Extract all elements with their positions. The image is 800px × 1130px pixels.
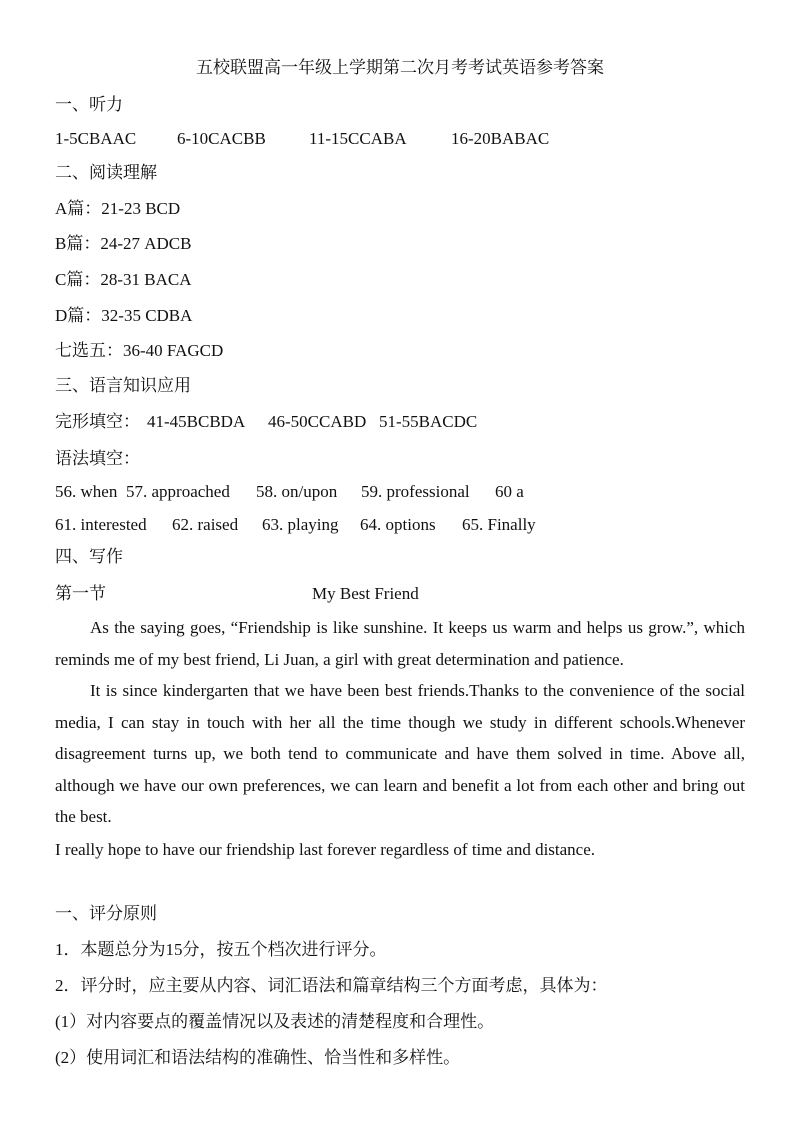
essay-paragraph: It is since kindergarten that we have been best friends.Thanks to the convenience of the social media, I can stay in touch with her all the time though we study in different schools.Whenever disagreement turns up, we both tend to communicate and have them solved in time. Above all, although we have our own preferences, we can learn and benefit a lot from each other and bring out the best. (55, 681, 745, 826)
essay-title: My Best Friend (312, 584, 419, 603)
grammar-answer: 61. interested (55, 515, 147, 534)
grammar-answer: 57. approached (126, 482, 230, 501)
grammar-label: 语法填空： (55, 449, 140, 468)
reading-item: 七选五：36-40 FAGCD (55, 341, 224, 360)
essay-paragraph: I really hope to have our friendship last forever regardless of time and distance. (55, 840, 596, 859)
grammar-answer: 62. raised (172, 515, 239, 534)
language-heading: 三、语言知识应用 (55, 376, 191, 395)
cloze-label: 完形填空： (55, 412, 140, 431)
listening-heading: 一、听力 (55, 95, 123, 114)
reading-heading: 二、阅读理解 (55, 163, 157, 182)
listening-answer-group: 1-5CBAAC (55, 129, 137, 148)
grammar-answer: 63. playing (262, 515, 339, 534)
grammar-answers-row (55, 481, 524, 503)
reading-item: B篇：24-27 ADCB (55, 234, 192, 253)
grammar-answer: 56. when (55, 482, 118, 501)
grading-item: 2．评分时，应主要从内容、词汇语法和篇章结构三个方面考虑，具体为： (55, 976, 608, 995)
grading-item: (2）使用词汇和语法结构的准确性、恰当性和多样性。 (55, 1048, 461, 1067)
grammar-answer: 58. on/upon (256, 482, 338, 501)
reading-item: C篇：28-31 BACA (55, 270, 192, 289)
listening-answer-group: 11-15CCABA (309, 129, 407, 148)
grading-heading: 一、评分原则 (55, 904, 157, 923)
grading-item: 1．本题总分为15分，按五个档次进行评分。 (55, 940, 387, 959)
grading-item: (1）对内容要点的覆盖情况以及表述的清楚程度和合理性。 (55, 1012, 495, 1031)
listening-answer-group: 6-10CACBB (177, 129, 266, 148)
grammar-answer: 65. Finally (462, 515, 536, 534)
listening-answer-group: 16-20BABAC (451, 129, 550, 148)
listening-answers (55, 128, 549, 150)
cloze-answers (55, 411, 477, 433)
cloze-answer-group: 46-50CCABD (268, 412, 367, 431)
reading-item: A篇：21-23 BCD (55, 199, 181, 218)
essay-paragraph: As the saying goes, “Friendship is like sunshine. It keeps us warm and helps us grow.”, which reminds me of my best friend, Li Juan, a girl with great determination and patience. (55, 618, 745, 669)
reading-item: D篇：32-35 CDBA (55, 306, 193, 325)
grammar-answer: 59. professional (361, 482, 470, 501)
page-title: 五校联盟高一年级上学期第二次月考考试英语参考答案 (196, 58, 604, 77)
cloze-answer-group: 51-55BACDC (379, 412, 478, 431)
writing-heading: 四、写作 (55, 547, 123, 566)
cloze-answer-group: 41-45BCBDA (147, 412, 246, 431)
grammar-answer: 64. options (360, 515, 436, 534)
grammar-answer: 60 a (495, 482, 524, 501)
writing-section-label: 第一节 (55, 584, 106, 603)
grammar-answers-row (55, 514, 536, 536)
